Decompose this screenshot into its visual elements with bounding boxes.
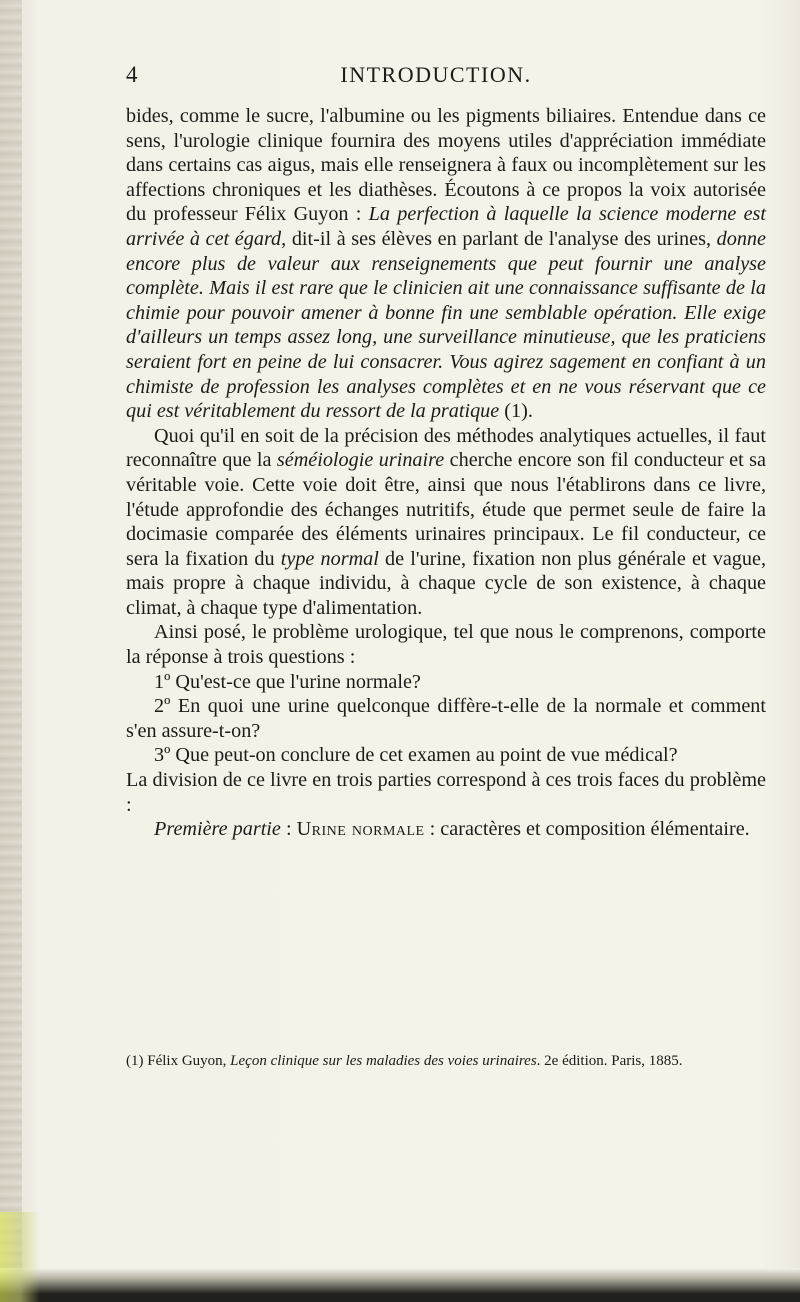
footnote-title: Leçon clinique sur les maladies des voies urinaires bbox=[230, 1053, 537, 1069]
paragraph-1 bbox=[126, 104, 766, 424]
question-2: 2º En quoi une urine quelconque diffère-t-elle de la normale et comment s'en assure-t-on? bbox=[126, 695, 766, 742]
binding-edge bbox=[0, 0, 22, 1302]
paragraph-4: La division de ce livre en trois parties correspond à ces trois faces du problème : bbox=[126, 769, 766, 816]
footnote-number: (1) Félix Guyon, bbox=[126, 1053, 231, 1069]
question-1: 1º Qu'est-ce que l'urine normale? bbox=[154, 670, 421, 693]
p2-term-1: séméiologie urinaire bbox=[276, 449, 445, 472]
page-number: 4 bbox=[126, 62, 138, 87]
page-corner-stain bbox=[0, 1212, 40, 1302]
p1-quote-1: La perfection à laquelle la science moderne est arrivée à cet égard, bbox=[126, 203, 766, 250]
part-sep: : bbox=[280, 818, 297, 841]
part-title: Urine normale bbox=[296, 818, 425, 841]
part-desc: : caractères et composition élémentaire. bbox=[424, 818, 750, 841]
p1-mid: dit-il à ses élèves en parlant de l'analyse des urines, bbox=[286, 227, 717, 250]
page-header bbox=[126, 62, 766, 96]
p1-start: bides, comme le sucre, l'albumine ou les pigments biliaires. Entendue dans ce sens, l'urologie clinique fournira des moyens utiles d'appréciation immédiate dans certains cas aigus, mais elle renseignera à faux ou incomplètement sur les affections chroniques et les diathèses. Écoutons à ce propos la voix autorisée du professeur Félix Guyon : bbox=[126, 105, 766, 226]
p2-start: Quoi qu'il en soit de la précision des méthodes analytiques actuelles, il faut reconnaître que la bbox=[126, 424, 766, 472]
p2-end: de l'urine, fixation non plus générale et vague, mais propre à chaque individu, à chaque cycle de son existence, à chaque climat, à chaque type d'alimentation. bbox=[126, 547, 766, 619]
footnote-ref: (1). bbox=[499, 400, 533, 423]
p1-quote-2: donne encore plus de valeur aux renseignements que peut fournir une analyse complète. Mais il est rare que le clinicien ait une connaissance suffisante de la chimie pour pouvoir amener à bonne fin une semblable opération. Elle exige d'ailleurs un temps assez long, une surveillance minutieuse, que les praticiens seraient fort en peine de lui consacrer. Vous agirez sagement en confiant à un chimiste de profession les analyses complètes et en ne vous réservant que ce qui est véritablement du ressort de la pratique bbox=[126, 227, 766, 423]
p2-term-2: type normal bbox=[280, 547, 379, 570]
page-bottom-edge bbox=[0, 1268, 800, 1302]
body-text bbox=[126, 104, 766, 842]
paragraph-3: Ainsi posé, le problème urologique, tel que nous le comprenons, comporte la réponse à trois questions : bbox=[126, 621, 766, 669]
p2-mid: cherche encore son fil conducteur et sa véritable voie. Cette voie doit être, ainsi que nous l'établirons dans ce livre, l'étude approfondie des échanges nutritifs, étude que permet seule de faire la docimasie comparée des éléments urinaires principaux. Le fil conducteur, ce sera la fixation du bbox=[126, 449, 766, 570]
part-label: Première partie bbox=[154, 818, 281, 841]
footnote bbox=[126, 1052, 766, 1071]
paragraph-5 bbox=[126, 817, 766, 842]
question-3: 3º Que peut-on conclure de cet examen au point de vue médical? bbox=[154, 744, 678, 767]
footnote-end: . 2e édition. Paris, 1885. bbox=[536, 1053, 683, 1069]
paragraph-2 bbox=[126, 424, 766, 621]
running-head: INTRODUCTION. bbox=[340, 62, 532, 87]
